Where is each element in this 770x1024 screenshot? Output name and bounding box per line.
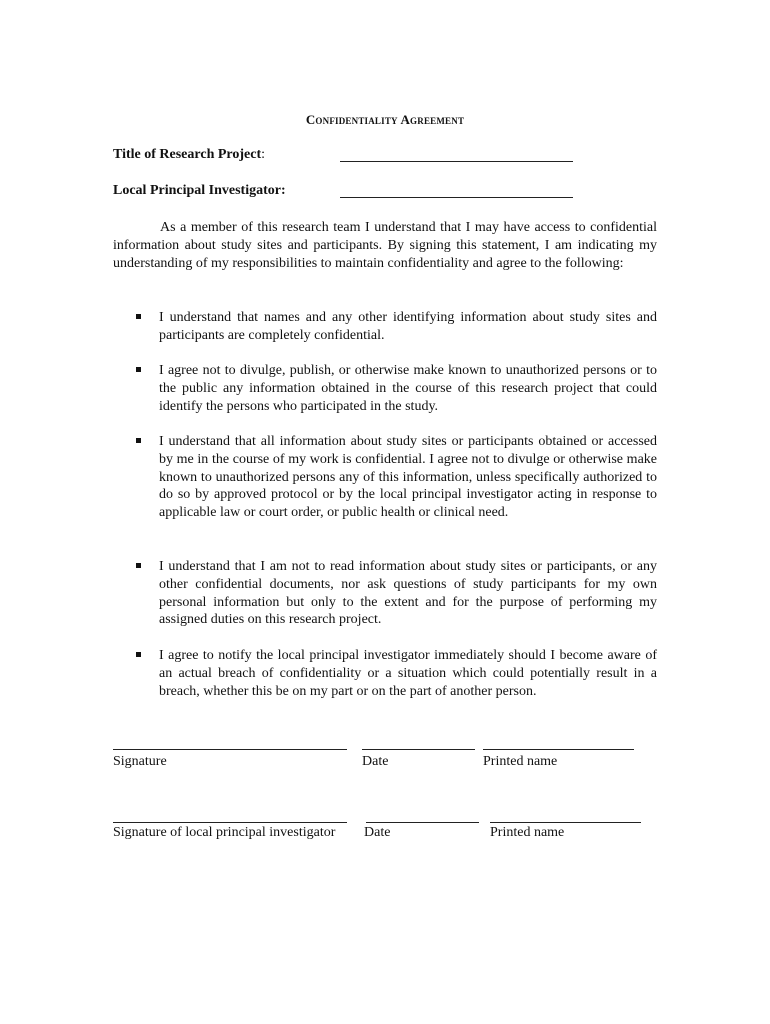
signature-line[interactable] bbox=[113, 737, 347, 750]
square-bullet-icon bbox=[136, 652, 141, 657]
pi-printed-name-line[interactable] bbox=[490, 810, 641, 823]
research-project-input-line[interactable] bbox=[340, 146, 573, 162]
pi-printed-name-label: Printed name bbox=[490, 825, 565, 840]
principal-investigator-input-line[interactable] bbox=[340, 182, 573, 198]
date-label: Date bbox=[362, 754, 389, 769]
signature-label: Signature bbox=[113, 754, 167, 769]
field-research-project-label: Title of Research Project: bbox=[113, 147, 266, 162]
pi-signature-line[interactable] bbox=[113, 810, 347, 823]
square-bullet-icon bbox=[136, 563, 141, 568]
pi-date-line[interactable] bbox=[366, 810, 479, 823]
pi-date-label: Date bbox=[364, 825, 391, 840]
printed-name-line[interactable] bbox=[483, 737, 634, 750]
field-principal-investigator-label: Local Principal Investigator: bbox=[113, 183, 286, 198]
pi-signature-label: Signature of local principal investigator bbox=[113, 825, 336, 840]
square-bullet-icon bbox=[136, 314, 141, 319]
date-line[interactable] bbox=[362, 737, 475, 750]
intro-paragraph: As a member of this research team I understand that I may have access to confidential information about study sites and participants. By signing this statement, I am indicating my understanding of my responsibilities to maintain confidentiality and agree to the following: bbox=[113, 220, 657, 271]
list-item-text: I understand that all information about study sites or participants obtained or accessed by me in the course of my work is confidential. I agree not to divulge or otherwise make known to unauthorized persons any of this information, unless specifically authorized to do so by approved protocol or by the local principal investigator acting in response to applicable law or court order, or public health or clinical need. bbox=[159, 434, 657, 521]
list-item-text: I understand that names and any other identifying information about study sites and participants are completely confidential. bbox=[159, 310, 657, 343]
printed-name-label: Printed name bbox=[483, 754, 558, 769]
list-item-text: I understand that I am not to read information about study sites or participants, or any other confidential documents, nor ask questions of study participants for my own personal information but only to the extent and for the purpose of performing my assigned duties on this research project. bbox=[159, 559, 657, 628]
list-item-text: I agree to notify the local principal investigator immediately should I become aware of an actual breach of confidentiality or a situation which could potentially result in a breach, whether this be on my part or on the part of another person. bbox=[159, 648, 657, 699]
square-bullet-icon bbox=[136, 438, 141, 443]
document-title: Confidentiality Agreement bbox=[305, 112, 465, 127]
list-item-text: I agree not to divulge, publish, or otherwise make known to unauthorized persons or to the public any information obtained in the course of this research project that could identify the persons who participated in the study. bbox=[159, 363, 657, 414]
square-bullet-icon bbox=[136, 367, 141, 372]
